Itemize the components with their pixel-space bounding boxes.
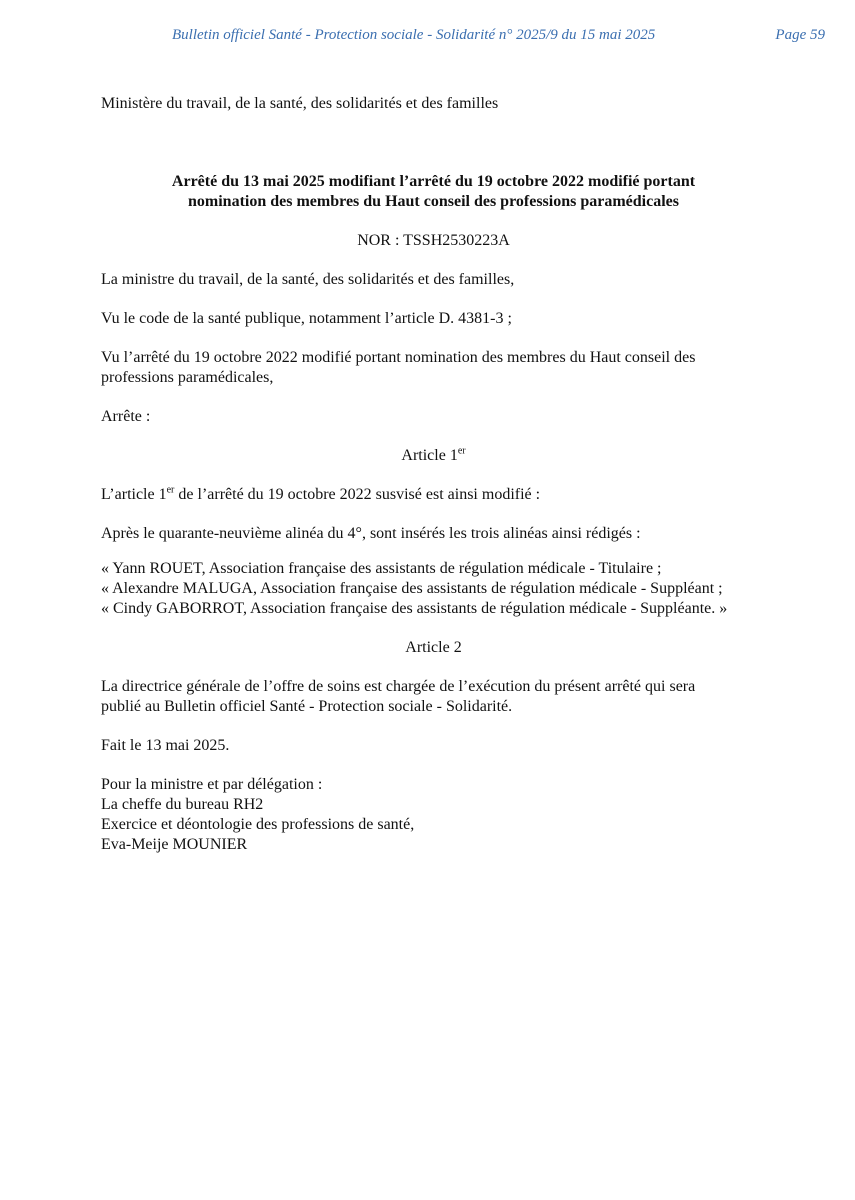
list-item: « Cindy GABORROT, Association française des assistants de régulation médicale - Suppléante. » [101, 600, 728, 617]
vu-clause-2-line-2: professions paramédicales, [101, 369, 274, 386]
article-2-line-2: publié au Bulletin officiel Santé - Protection sociale - Solidarité. [101, 698, 513, 715]
article-2-line-1: La directrice générale de l’offre de soins est chargée de l’exécution du présent arrêté qui sera [101, 678, 696, 695]
article-1-text: L’article 1er de l’arrêté du 19 octobre 2022 susvisé est ainsi modifié : [101, 484, 541, 503]
arrete-line: Arrête : [101, 408, 151, 425]
title-line-2: nomination des membres du Haut conseil des professions paramédicales [188, 193, 679, 210]
page-number: Page 59 [775, 27, 825, 43]
list-item: « Alexandre MALUGA, Association française des assistants de régulation médicale - Suppléant ; [101, 580, 723, 597]
vu-clause-2-line-1: Vu l’arrêté du 19 octobre 2022 modifié portant nomination des membres du Haut conseil des [101, 349, 696, 366]
signature-line-4: Eva-Meije MOUNIER [101, 836, 248, 853]
signature-block [101, 775, 766, 855]
ministry-name: Ministère du travail, de la santé, des solidarités et des familles [101, 95, 499, 112]
document-title [101, 172, 766, 212]
page-header [0, 27, 855, 49]
minister-line: La ministre du travail, de la santé, des solidarités et des familles, [101, 271, 515, 288]
signature-line-1: Pour la ministre et par délégation : [101, 776, 323, 793]
title-line-1: Arrêté du 13 mai 2025 modifiant l’arrêté du 19 octobre 2022 modifié portant [171, 173, 696, 190]
document-body [101, 94, 766, 855]
nor-reference: NOR : TSSH2530223A [357, 232, 510, 249]
vu-clause-1: Vu le code de la santé publique, notamment l’article D. 4381-3 ; [101, 310, 512, 327]
bulletin-reference: Bulletin officiel Santé - Protection sociale - Solidarité n° 2025/9 du 15 mai 2025 [172, 27, 656, 43]
member-list [101, 559, 766, 619]
signature-line-3: Exercice et déontologie des professions de santé, [101, 816, 415, 833]
article-1-heading: Article 1er [401, 445, 466, 464]
article-2-text [101, 677, 766, 717]
article-2-heading: Article 2 [405, 639, 462, 656]
fait-line: Fait le 13 mai 2025. [101, 737, 230, 754]
signature-line-2: La cheffe du bureau RH2 [101, 796, 264, 813]
list-item: « Yann ROUET, Association française des assistants de régulation médicale - Titulaire ; [101, 560, 662, 577]
article-1-intro: Après le quarante-neuvième alinéa du 4°, sont insérés les trois alinéas ainsi rédigés : [101, 525, 641, 542]
vu-clause-2 [101, 348, 766, 388]
